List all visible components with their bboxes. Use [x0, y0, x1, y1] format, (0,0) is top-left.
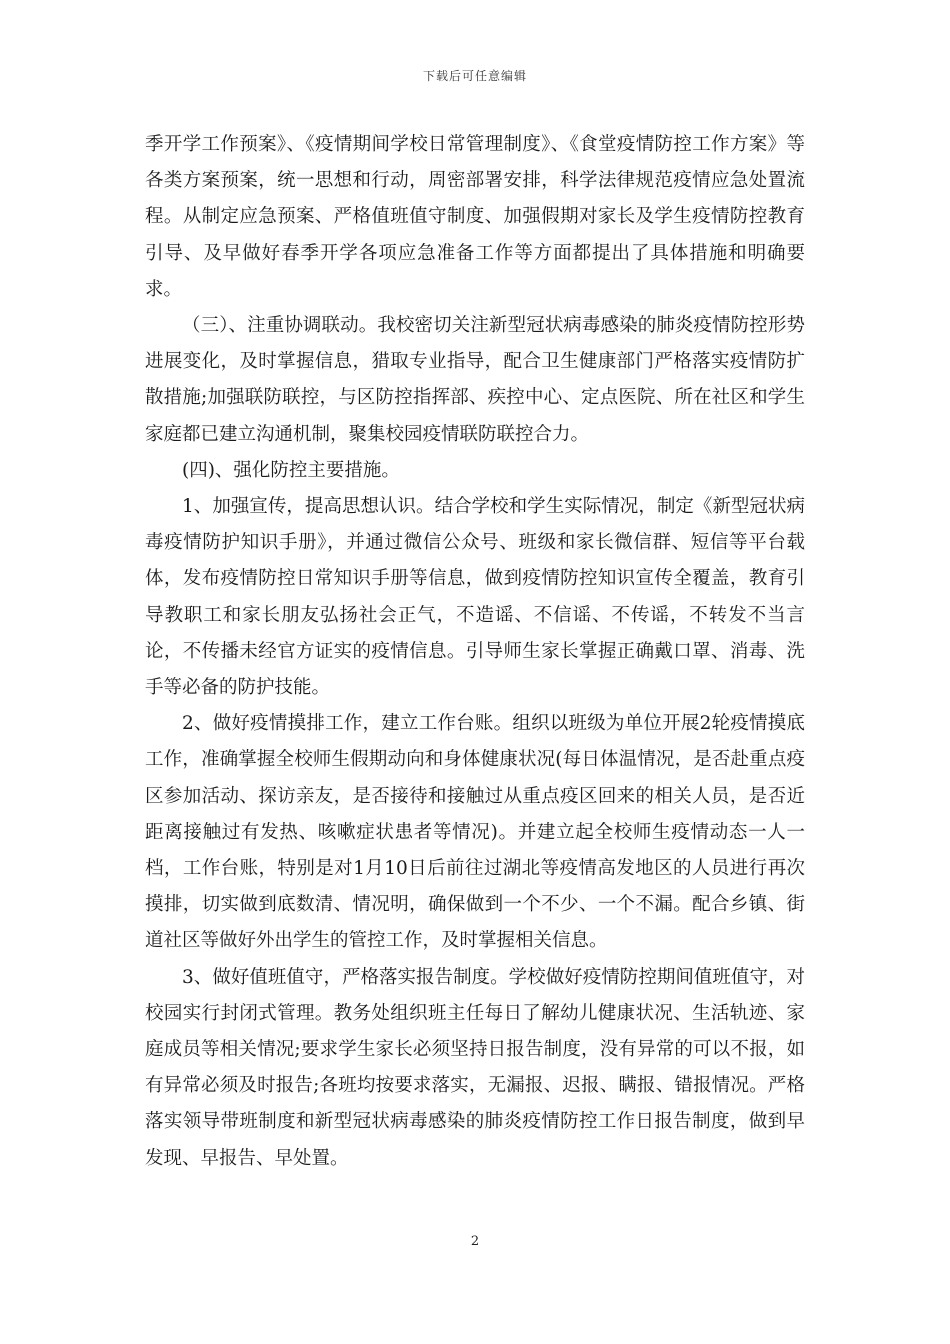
paragraph-item-2: 2、做好疫情摸排工作，建立工作台账。组织以班级为单位开展2轮疫情摸底工作，准确掌握全校师生假期动向和身体健康状况(每日体温情况，是否赴重点疫区参加活动、探访亲友，是否接待和接触过从重点疫区回来的相关人员，是否近距离接触过有发热、咳嗽症状患者等情况)。并建立起全校师生疫情动态一人一档，工作台账，特别是对1月10日后前往过湖北等疫情高发地区的人员进行再次摸排，切实做到底数清、情况明，确保做到一个不少、一个不漏。配合乡镇、街道社区等做好外出学生的管控工作，及时掌握相关信息。: [145, 713, 805, 952]
paragraph-section-3: （三）、注重协调联动。我校密切关注新型冠状病毒感染的肺炎疫情防控形势进展变化，及时掌握信息，猎取专业指导，配合卫生健康部门严格落实疫情防扩散措施;加强联防联控，与区防控指挥部、疾控中心、定点医院、所在社区和学生家庭都已建立沟通机制，聚集校园疫情联防联控合力。: [145, 315, 805, 445]
page-header: 下载后可任意编辑: [422, 69, 527, 83]
paragraph-continuation: 季开学工作预案》、《疫情期间学校日常管理制度》、《食堂疫情防控工作方案》等各类方案预案，统一思想和行动，周密部署安排，科学法律规范疫情应急处置流程。从制定应急预案、严格值班值守制度、加强假期对家长及学生疫情防控教育引导、及早做好春季开学各项应急准备工作等方面都提出了具体措施和明确要求。: [145, 134, 805, 300]
document-body: [145, 127, 805, 1177]
paragraph-section-4-heading: (四)、强化防控主要措施。: [182, 459, 400, 481]
page-number: 2: [470, 1234, 480, 1249]
paragraph-item-3: 3、做好值班值守，严格落实报告制度。学校做好疫情防控期间值班值守，对校园实行封闭式管理。教务处组织班主任每日了解幼儿健康状况、生活轨迹、家庭成员等相关情况;要求学生家长必须坚持日报告制度，没有异常的可以不报，如有异常必须及时报告;各班均按要求落实，无漏报、迟报、瞒报、错报情况。严格落实领导带班制度和新型冠状病毒感染的肺炎疫情防控工作日报告制度，做到早发现、早报告、早处置。: [145, 966, 805, 1169]
paragraph-item-1: 1、加强宣传，提高思想认识。结合学校和学生实际情况，制定《新型冠状病毒疫情防护知识手册》，并通过微信公众号、班级和家长微信群、短信等平台载体，发布疫情防控日常知识手册等信息，做到疫情防控知识宣传全覆盖，教育引导教职工和家长朋友弘扬社会正气，不造谣、不信谣、不传谣，不转发不当言论，不传播未经官方证实的疫情信息。引导师生家长掌握正确戴口罩、消毒、洗手等必备的防护技能。: [145, 496, 805, 699]
